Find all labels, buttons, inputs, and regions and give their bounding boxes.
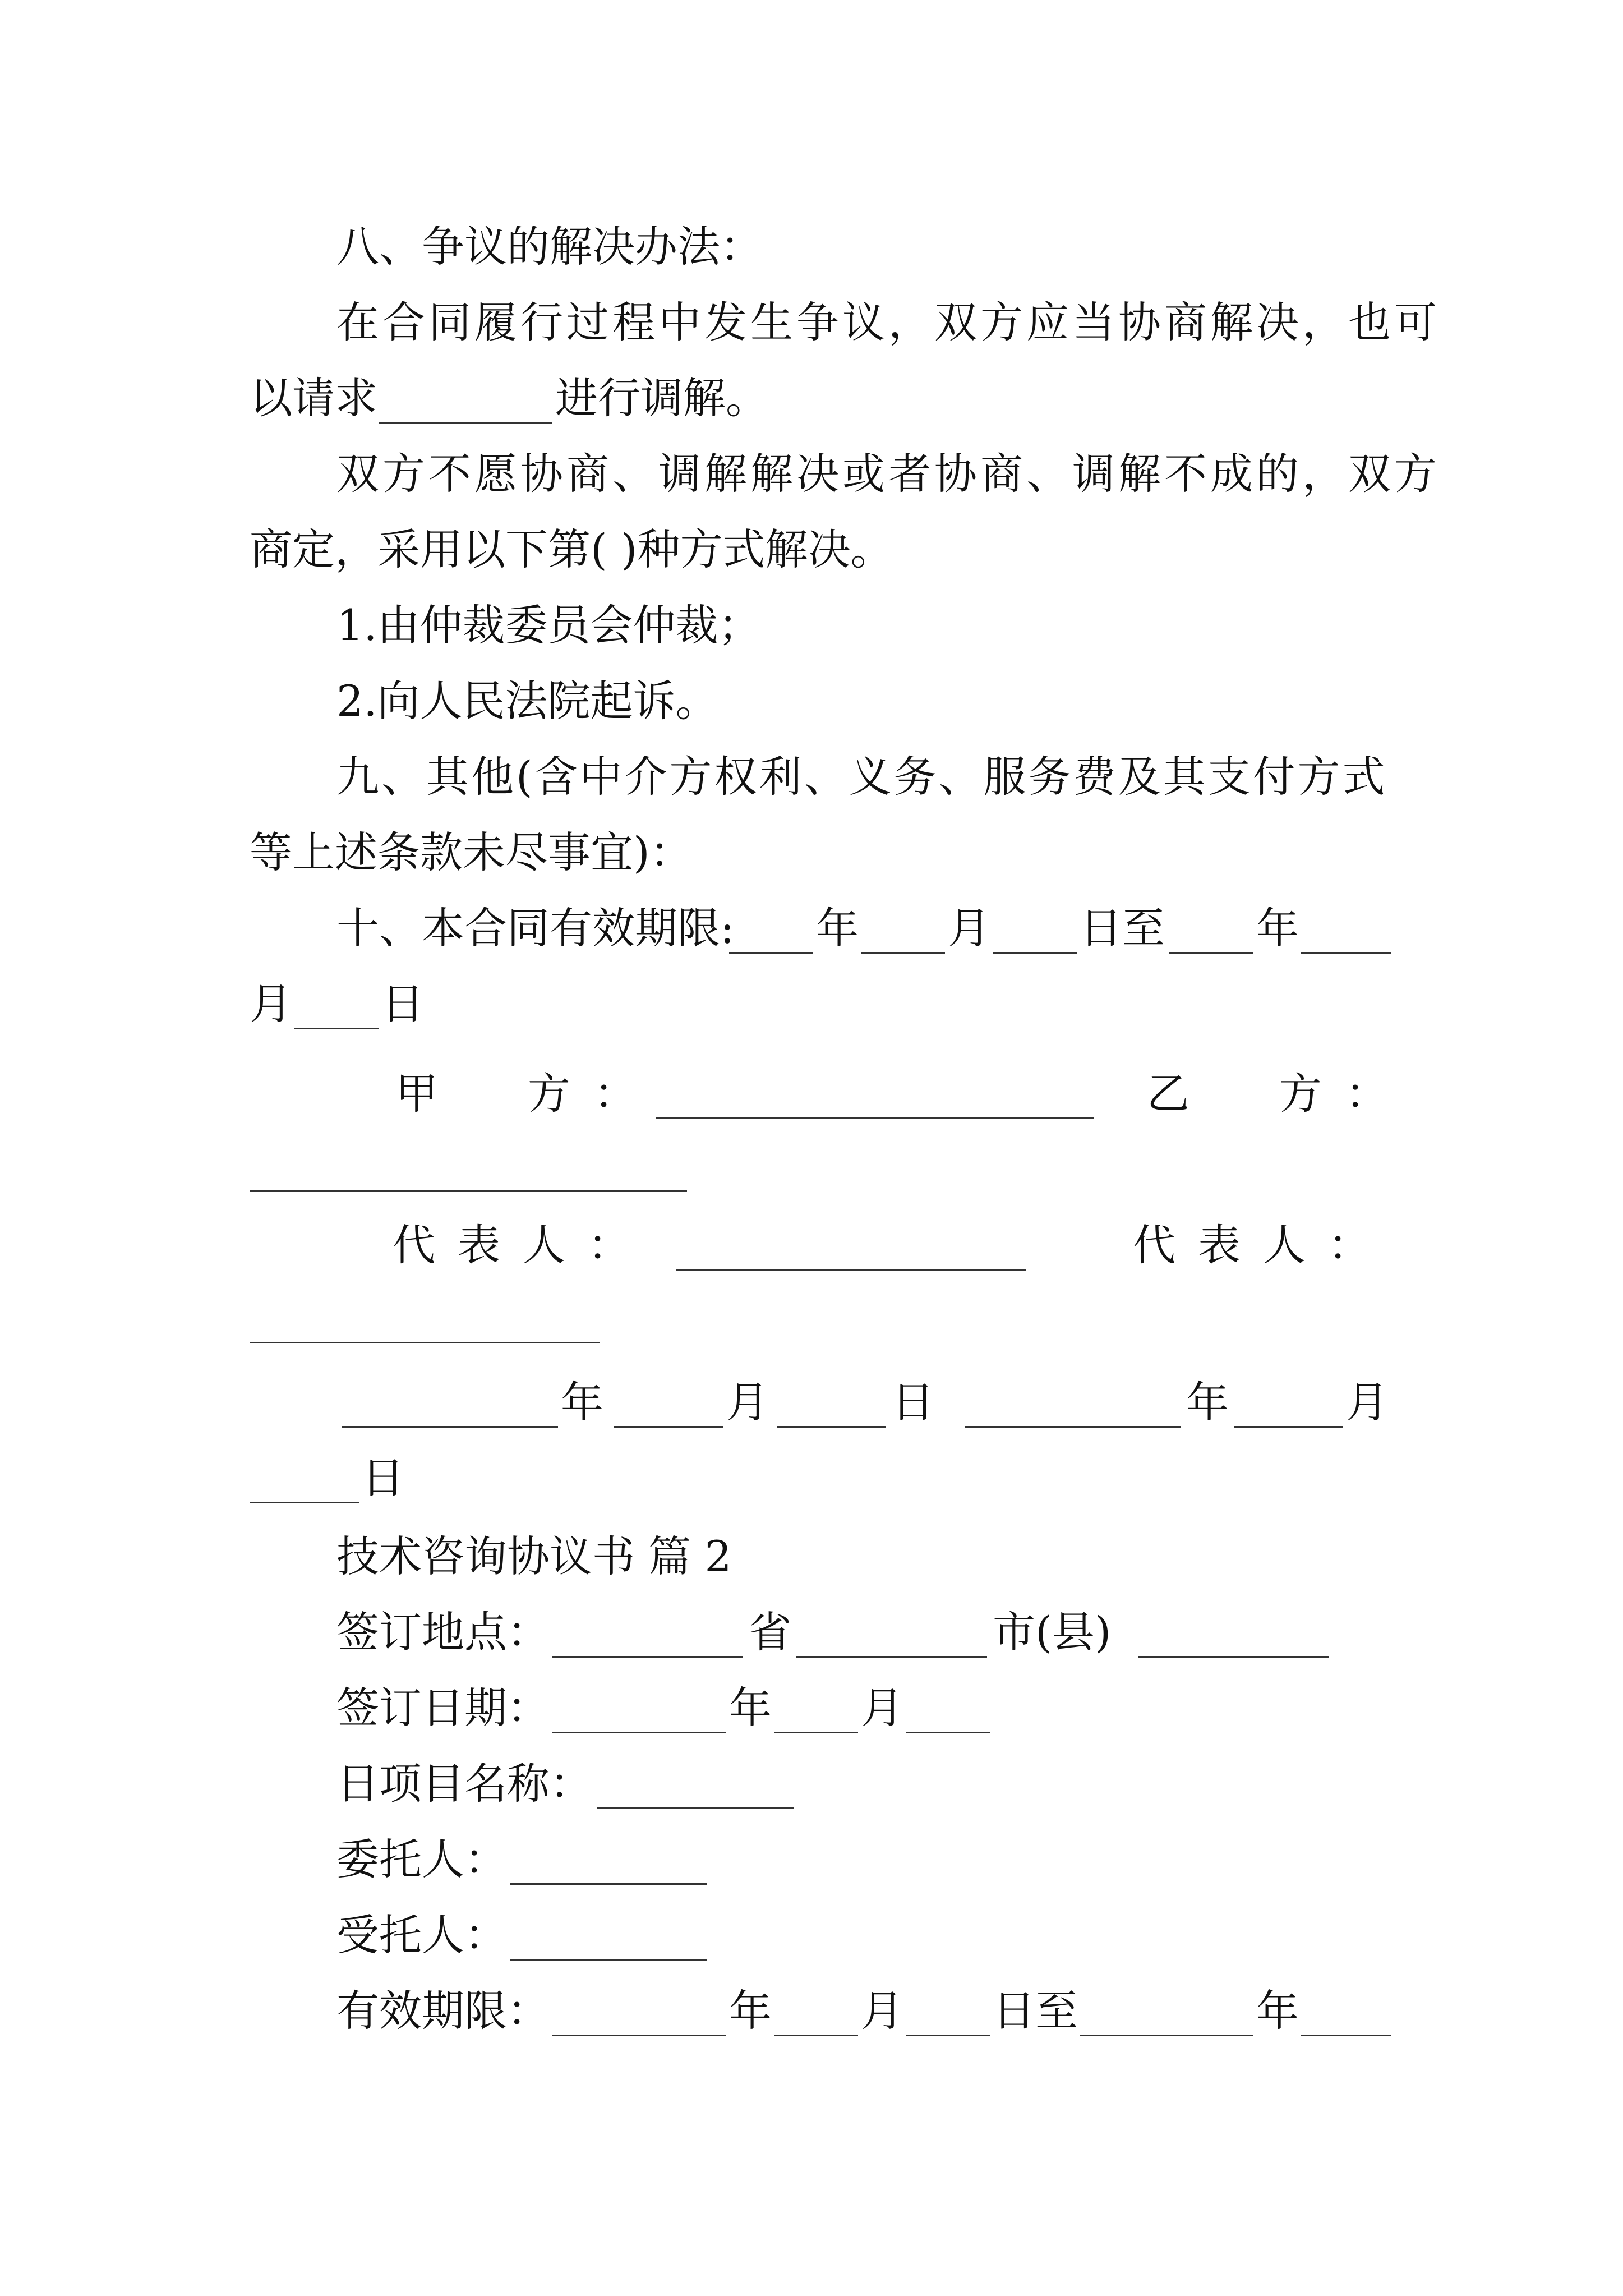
month-label: 月 [861, 1683, 903, 1733]
end-year-blank[interactable] [1169, 952, 1253, 954]
end-month-blank-part[interactable] [1301, 952, 1391, 954]
province-blank[interactable] [552, 1656, 743, 1658]
validity-start-day-blank[interactable] [906, 2035, 990, 2036]
client-label: 委托人： [336, 1834, 507, 1884]
month-label: 月 [250, 979, 292, 1029]
section-10-line-2 [0, 965, 1623, 1043]
day-label: 日 [362, 1453, 404, 1503]
section-8-paragraph-2-line-2 [0, 510, 1623, 589]
paragraph-text: 等上述条款未尽事宜)： [250, 827, 693, 877]
validity-label: 有效期限： [336, 1986, 550, 2036]
signing-date-label: 签订日期： [336, 1683, 550, 1733]
year-label: 年 [816, 903, 859, 953]
paragraph-text: 商定，采用以下第( )种方式解决。 [250, 524, 893, 574]
party-a-label: 甲 方： [395, 1069, 660, 1119]
year-label: 年 [561, 1377, 603, 1427]
party-a-year-blank[interactable] [342, 1426, 558, 1428]
party-b-day-blank[interactable] [250, 1502, 359, 1503]
representative-b-blank-line [0, 1279, 1623, 1358]
section-8-heading: 八、争议的解决办法： [336, 222, 763, 272]
option-2: 2.向人民法院起诉。 [336, 676, 718, 726]
project-name-line [0, 1745, 1623, 1823]
client-blank[interactable] [510, 1883, 707, 1885]
option-1: 1.由仲裁委员会仲裁； [336, 600, 761, 650]
representative-a-blank[interactable] [676, 1269, 1026, 1271]
month-label: 月 [861, 1986, 903, 2036]
section-10-label: 十、本合同有效期限: [336, 903, 735, 953]
start-year-blank[interactable] [729, 952, 813, 954]
day-label: 日 [381, 979, 424, 1029]
agreement-2-title: 技术咨询协议书 篇 2 [336, 1531, 732, 1581]
day-to-label: 日至 [1080, 903, 1165, 953]
party-a-day-blank[interactable] [777, 1426, 886, 1428]
trustee-blank[interactable] [510, 1959, 707, 1961]
day-label: 日 [892, 1377, 934, 1427]
representative-b-label: 代表人： [1133, 1220, 1393, 1270]
party-b-blank[interactable] [250, 1190, 687, 1192]
paragraph-text: 双方不愿协商、调解解决或者协商、调解不成的，双方 [336, 449, 1440, 499]
day-to-label: 日至 [993, 1986, 1078, 2036]
county-blank[interactable] [1138, 1656, 1329, 1658]
section-8-heading-line [0, 208, 1623, 286]
section-8-paragraph-2-line-1 [0, 435, 1623, 513]
party-b-year-blank[interactable] [965, 1426, 1181, 1428]
year-label: 年 [1256, 903, 1299, 953]
paragraph-text: 以请求 [250, 373, 377, 423]
month-label: 月 [726, 1377, 769, 1427]
year-label: 年 [729, 1683, 772, 1733]
province-label: 省 [749, 1607, 791, 1657]
option-1-line [0, 586, 1623, 665]
start-month-blank[interactable] [861, 952, 945, 954]
signing-place-label: 签订地点： [336, 1607, 550, 1657]
city-blank[interactable] [796, 1656, 987, 1658]
section-10-line-1 [0, 889, 1623, 968]
party-a-blank[interactable] [656, 1117, 1094, 1119]
month-label: 月 [1346, 1377, 1389, 1427]
option-2-line [0, 662, 1623, 740]
trustee-label: 受托人： [336, 1910, 507, 1960]
signing-day-blank[interactable] [906, 1732, 990, 1733]
paragraph-text: 在合同履行过程中发生争议，双方应当协商解决，也可 [336, 297, 1440, 347]
project-name-blank[interactable] [597, 1807, 794, 1809]
year-label: 年 [729, 1986, 772, 2036]
party-b-blank-line [0, 1128, 1623, 1206]
year-label: 年 [1256, 1986, 1299, 2036]
signing-date-line-2 [0, 1439, 1623, 1517]
mediator-blank[interactable] [379, 422, 552, 424]
representative-a-label: 代表人： [393, 1220, 653, 1270]
trustee-line [0, 1896, 1623, 1975]
section-8-paragraph-1-line-2 [0, 359, 1623, 438]
city-label: 市(县) [993, 1607, 1112, 1657]
party-b-label: 乙 方： [1147, 1069, 1412, 1119]
signing-month-blank[interactable] [774, 1732, 858, 1733]
section-8-paragraph-1-line-1 [0, 283, 1623, 362]
section-9-line-1 [0, 738, 1623, 816]
representative-line [0, 1206, 1623, 1285]
validity-line [0, 1972, 1623, 2050]
project-name-label: 日项目名称： [336, 1759, 592, 1809]
start-day-blank[interactable] [993, 952, 1077, 954]
signing-date-line [0, 1363, 1623, 1442]
validity-start-month-blank[interactable] [774, 2035, 858, 2036]
representative-b-blank[interactable] [250, 1342, 600, 1343]
validity-end-year-blank[interactable] [1080, 2035, 1253, 2036]
paragraph-text: 进行调解。 [555, 373, 768, 423]
end-day-blank[interactable] [294, 1028, 379, 1029]
month-label: 月 [948, 903, 990, 953]
party-line [0, 1055, 1623, 1133]
signing-date-2-line [0, 1669, 1623, 1747]
year-label: 年 [1186, 1377, 1229, 1427]
signing-year-blank[interactable] [552, 1732, 726, 1733]
validity-start-year-blank[interactable] [552, 2035, 726, 2036]
section-9-heading: 九、其他(含中介方权利、义务、服务费及其支付方式 [336, 752, 1387, 802]
section-9-line-2 [0, 813, 1623, 892]
agreement-2-title-line [0, 1517, 1623, 1596]
party-a-month-blank[interactable] [614, 1426, 723, 1428]
party-b-month-blank[interactable] [1234, 1426, 1343, 1428]
signing-place-line [0, 1593, 1623, 1672]
client-line [0, 1820, 1623, 1899]
validity-end-month-blank[interactable] [1301, 2035, 1391, 2036]
